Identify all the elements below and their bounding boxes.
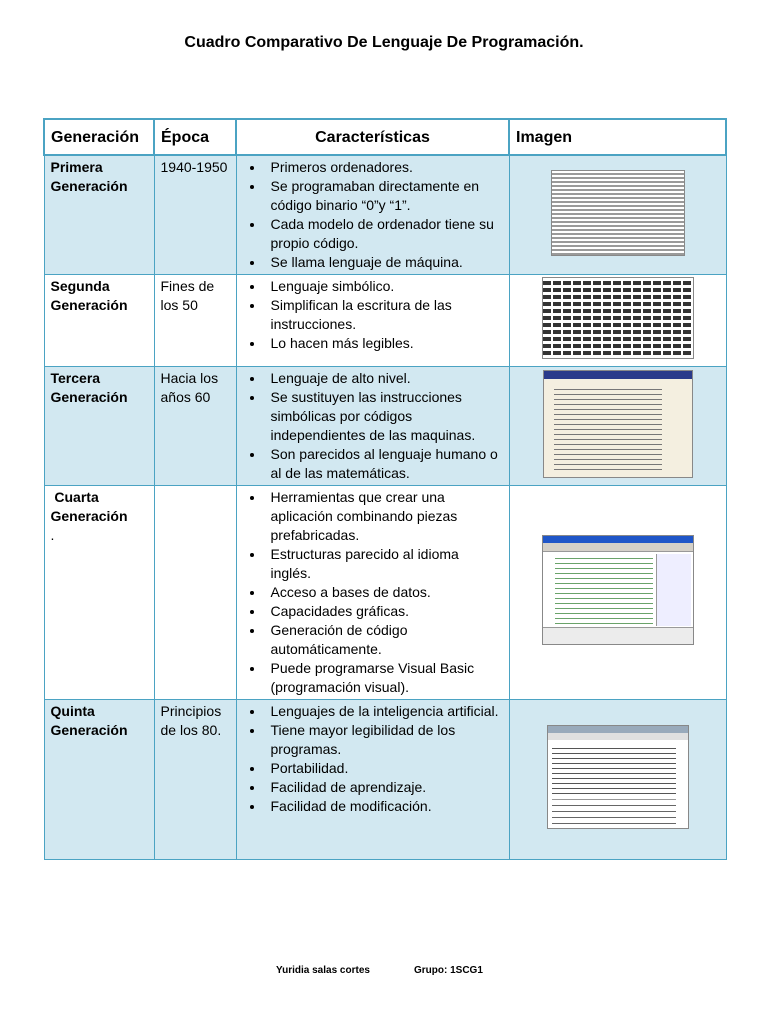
binary-code-image-icon [551,170,685,256]
generation-label: Generación [50,722,128,738]
list-item: • Capacidades gráficas. [265,602,503,621]
group-label: Grupo: 1SCG1 [414,965,483,976]
generation-name: Cuarta [50,489,99,505]
epoca-text: de los 80. [160,722,222,738]
generation-cell [44,367,154,486]
list-item: • Generación de código automáticamente. [265,621,503,659]
list-item: • Cada modelo de ordenador tiene su propio código. [265,215,503,253]
generation-cell [44,275,154,367]
generation-cell [44,155,154,275]
author-name: Yuridia salas cortes [276,965,370,976]
ide-window-image-icon [542,535,694,645]
epoca-cell [154,700,236,860]
list-item: • Portabilidad. [265,759,503,778]
caracteristicas-cell [236,486,509,700]
generation-cell [44,700,154,860]
table-row [44,275,726,367]
generation-name: Primera [50,159,103,175]
caracteristicas-cell [236,367,509,486]
list-item: • Son parecidos al lenguaje humano o al de las matemáticas. [265,445,503,483]
table-row [44,700,726,860]
epoca-text: años 60 [160,389,211,405]
epoca-cell [154,155,236,275]
list-item: • Lenguaje simbólico. [265,277,503,296]
generation-label: Generación [50,389,128,405]
generation-label: Generación [50,297,128,313]
document-title: Cuadro Comparativo De Lenguaje De Programación. [184,34,584,51]
header-generacion: Generación [44,119,154,155]
list-item: • Se llama lenguaje de máquina. [265,253,503,272]
header-epoca: Época [154,119,236,155]
hex-dump-image-icon [542,277,694,359]
epoca-text: Fines de [160,278,215,294]
generation-label: Generación [50,508,128,524]
table-row [44,367,726,486]
comparison-table [43,118,727,860]
imagen-cell [509,486,726,700]
caracteristicas-list [243,277,503,353]
list-item: • Simplifican la escritura de las instrucciones. [265,296,503,334]
imagen-cell [509,155,726,275]
epoca-cell [154,367,236,486]
list-item: • Facilidad de modificación. [265,797,503,816]
imagen-cell [509,275,726,367]
list-item: • Lenguajes de la inteligencia artificial. [265,702,503,721]
epoca-cell [154,275,236,367]
list-item: • Lo hacen más legibles. [265,334,503,353]
generation-name: Tercera [50,370,101,386]
caracteristicas-list [243,158,503,272]
header-imagen: Imagen [509,119,726,155]
list-item: • Estructuras parecido al idioma inglés. [265,545,503,583]
caracteristicas-list [243,369,503,483]
list-item: • Herramientas que crear una aplicación combinando piezas prefabricadas. [265,488,503,545]
list-item: • Tiene mayor legibilidad de los programas. [265,721,503,759]
epoca-text: los 50 [160,297,198,313]
table-row [44,155,726,275]
generation-cell [44,486,154,700]
code-editor-image-icon [543,370,693,478]
imagen-cell [509,700,726,860]
caracteristicas-list [243,702,503,816]
generation-name: Segunda [50,278,110,294]
caracteristicas-cell [236,275,509,367]
epoca-text: Hacia los [160,370,219,386]
imagen-cell [509,367,726,486]
generation-note: . [50,527,55,543]
list-item: • Primeros ordenadores. [265,158,503,177]
caracteristicas-list [243,488,503,697]
table-row [44,486,726,700]
list-item: • Se sustituyen las instrucciones simbólicas por códigos independientes de las maquinas. [265,388,503,445]
generation-label: Generación [50,178,128,194]
epoca-text: 1940-1950 [160,159,228,175]
header-caracteristicas: Características [236,119,509,155]
list-item: • Facilidad de aprendizaje. [265,778,503,797]
caracteristicas-cell [236,155,509,275]
list-item: • Se programaban directamente en código binario “0”y “1”. [265,177,503,215]
list-item: • Lenguaje de alto nivel. [265,369,503,388]
caracteristicas-cell [236,700,509,860]
generation-name: Quinta [50,703,95,719]
list-item: • Acceso a bases de datos. [265,583,503,602]
epoca-text: Principios [160,703,222,719]
epoca-cell [154,486,236,700]
prolog-shell-image-icon [547,725,689,829]
list-item: • Puede programarse Visual Basic (programación visual). [265,659,503,697]
